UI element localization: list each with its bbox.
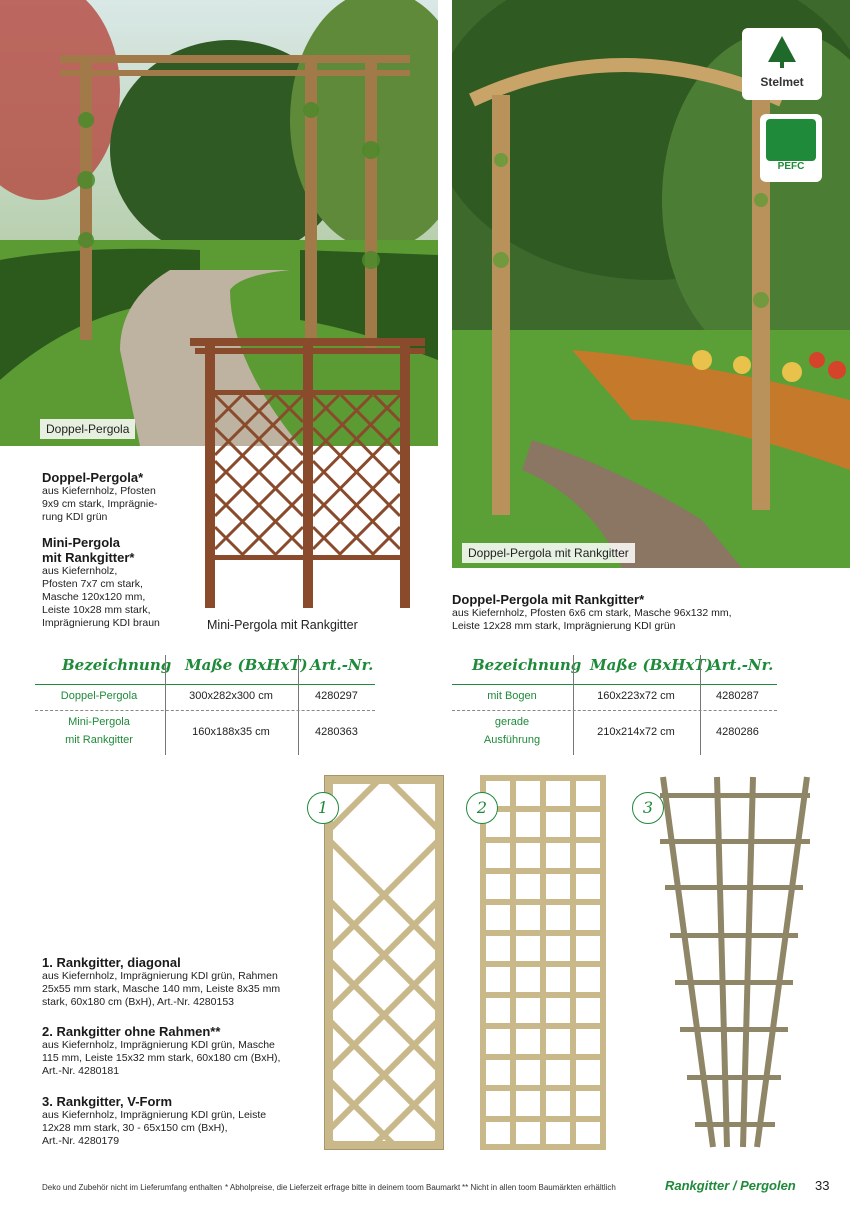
trellis-square-illustration [480, 775, 606, 1150]
table-divider [452, 684, 777, 685]
product-title: Doppel-Pergola* [42, 470, 144, 485]
table-cell-name: gerade [494, 716, 530, 728]
table-cell-size: 160x223x72 cm [597, 690, 675, 702]
stelmet-logo [742, 28, 822, 100]
product-desc-line: Leiste 10x28 mm stark, [42, 604, 151, 616]
table-cell-size: 160x188x35 cm [192, 726, 270, 738]
table-divider [35, 684, 375, 685]
pefc-label: PEFC [777, 161, 805, 172]
trellis-desc-line: aus Kiefernholz, Imprägnierung KDI grün, Rahmen [42, 970, 278, 982]
table-cell-name: Mini-Pergola [68, 716, 130, 728]
table-cell-name: mit Bogen [487, 690, 537, 702]
footer-note-availability: ** Nicht in allen toom Baumärkten erhältlich [462, 1183, 616, 1192]
col-header-size: Maße (BxHxT) [590, 656, 713, 674]
col-header-art: Art.-Nr. [310, 656, 374, 674]
trellis-desc-line: Art.-Nr. 4280179 [42, 1135, 120, 1147]
trellis-item-3 [42, 1094, 312, 1148]
trellis-desc-line: Art.-Nr. 4280181 [42, 1065, 120, 1077]
trellis-desc-line: 12x28 mm stark, 30 - 65x150 cm (BxH), [42, 1122, 228, 1134]
col-header-name: Bezeichnung [472, 656, 582, 674]
table-cell-art: 4280286 [716, 726, 759, 738]
product-doppel-pergola [42, 470, 192, 524]
trellis-item-2 [42, 1024, 312, 1078]
table-cell-size: 210x214x72 cm [597, 726, 675, 738]
product-desc-line: Leiste 12x28 mm stark, Imprägnierung KDI grün [452, 620, 676, 632]
tree-icon [762, 34, 802, 70]
brand-name: Stelmet [760, 75, 804, 89]
footer-section-title: Rankgitter / Pergolen [665, 1178, 796, 1193]
table-cell-art: 4280297 [315, 690, 358, 702]
trellis-vform-illustration [655, 775, 815, 1150]
product-pergola-rankgitter [452, 592, 842, 633]
product-desc-line: aus Kiefernholz, [42, 565, 118, 577]
col-header-name: Bezeichnung [62, 656, 172, 674]
trellis-title: 1. Rankgitter, diagonal [42, 955, 181, 970]
trellis-item-1 [42, 955, 312, 1009]
trellis-title: 3. Rankgitter, V-Form [42, 1094, 173, 1109]
trellis-desc-line: stark, 60x180 cm (BxH), Art.-Nr. 4280153 [42, 996, 234, 1008]
table-cell-name-line2: Ausführung [483, 734, 541, 746]
pefc-logo [760, 114, 822, 182]
trellis-desc-line: 115 mm, Leiste 15x32 mm stark, 60x180 cm (BxH), [42, 1052, 281, 1064]
table-row-divider [35, 710, 375, 711]
product-desc-line: aus Kiefernholz, Pfosten 6x6 cm stark, Masche 96x132 mm, [452, 607, 732, 619]
product-desc-line: aus Kiefernholz, Pfosten [42, 485, 156, 497]
product-title: Mini-Pergola [42, 535, 121, 550]
product-desc-line: Imprägnierung KDI braun [42, 617, 160, 629]
col-header-size: Maße (BxHxT) [185, 656, 308, 674]
product-desc-line: Masche 120x120 mm, [42, 591, 146, 603]
table-vline [700, 655, 701, 755]
col-header-art: Art.-Nr. [710, 656, 774, 674]
trellis-title: 2. Rankgitter ohne Rahmen** [42, 1024, 221, 1039]
caption-mini-pergola: Mini-Pergola mit Rankgitter [207, 618, 358, 632]
table-vline [298, 655, 299, 755]
table-vline [165, 655, 166, 755]
table-vline [573, 655, 574, 755]
trellis-desc-line: aus Kiefernholz, Imprägnierung KDI grün, Leiste [42, 1109, 267, 1121]
trellis-diagonal-illustration [324, 775, 444, 1150]
trellis-number-3: 3 [632, 792, 664, 824]
trellis-desc-line: 25x55 mm stark, Masche 140 mm, Leiste 8x35 mm [42, 983, 281, 995]
table-cell-name-line2: mit Rankgitter [65, 734, 133, 746]
table-row-divider [452, 710, 777, 711]
caption-pergola-rankgitter: Doppel-Pergola mit Rankgitter [462, 543, 635, 563]
product-desc-line: 9x9 cm stark, Imprägnie- [42, 498, 158, 510]
table-cell-art: 4280363 [315, 726, 358, 738]
caption-doppel-pergola: Doppel-Pergola [40, 419, 135, 439]
product-desc-line: rung KDI grün [42, 511, 108, 523]
product-title: Doppel-Pergola mit Rankgitter* [452, 592, 645, 607]
footer-note-prices: * Abholpreise, die Lieferzeit erfrage bitte in deinem toom Baumarkt [225, 1183, 461, 1192]
page-number: 33 [815, 1178, 830, 1193]
pefc-trees-icon [766, 119, 816, 161]
product-title-line2: mit Rankgitter* [42, 550, 135, 565]
table-cell-size: 300x282x300 cm [189, 690, 273, 702]
table-cell-name: Doppel-Pergola [60, 690, 138, 702]
mini-pergola-illustration [190, 328, 430, 613]
trellis-number-1: 1 [307, 792, 339, 824]
trellis-desc-line: aus Kiefernholz, Imprägnierung KDI grün, Masche [42, 1039, 275, 1051]
footer-note-delivery: Deko und Zubehör nicht im Lieferumfang enthalten [42, 1183, 223, 1192]
product-mini-pergola [42, 535, 192, 630]
trellis-number-2: 2 [466, 792, 498, 824]
table-cell-art: 4280287 [716, 690, 759, 702]
product-desc-line: Pfosten 7x7 cm stark, [42, 578, 143, 590]
